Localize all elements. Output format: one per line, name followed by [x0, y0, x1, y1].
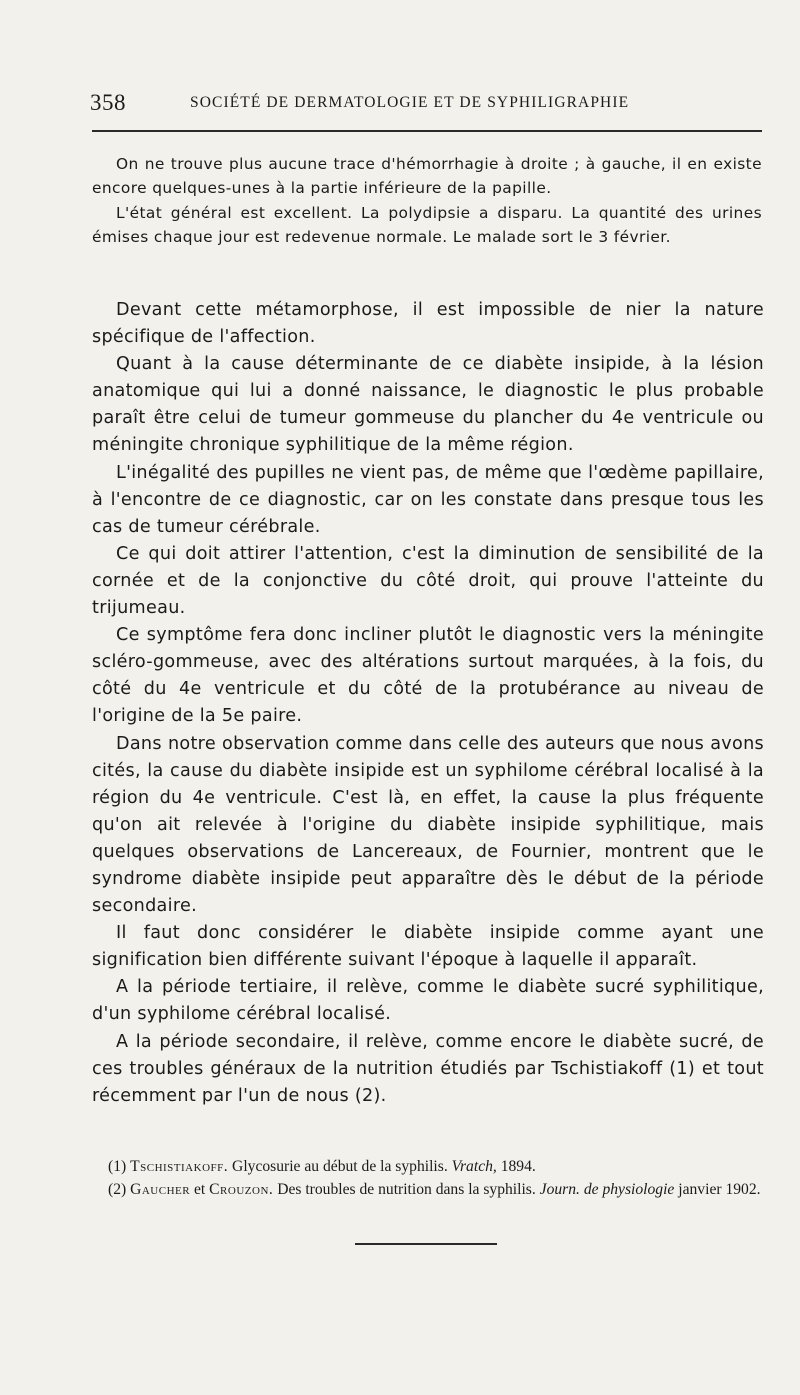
- footnotes: [92, 1155, 764, 1201]
- footnote-2: [92, 1178, 764, 1201]
- footnote-text: Des troubles de nutrition dans la syphilis.: [273, 1181, 540, 1198]
- footnote-text: Glycosurie au début de la syphilis.: [228, 1158, 452, 1175]
- end-rule: [355, 1243, 497, 1245]
- paragraph: A la période secondaire, il relève, comme encore le diabète sucré, de ces troubles généraux de la nutrition étudiés par Tschistiakoff (1) et tout récemment par l'un de nous (2).: [92, 1031, 764, 1106]
- footnote-journal: Journ. de physiologie: [539, 1181, 675, 1198]
- paragraph: Ce symptôme fera donc incliner plutôt le diagnostic vers la méningite scléro-gommeuse, avec des altérations surtout marquées, à la fois, du côté du 4e ventricule et du côté de la protubérance au niveau de l'origine de la 5e paire.: [92, 625, 764, 727]
- paragraph: L'inégalité des pupilles ne vient pas, de même que l'œdème papillaire, à l'encontre de ce diagnostic, car on les constate dans presque tous les cas de tumeur cérébrale.: [92, 462, 764, 537]
- header-rule: [92, 130, 762, 132]
- footnote-author: Crouzon.: [209, 1181, 274, 1198]
- paragraph: Dans notre observation comme dans celle des auteurs que nous avons cités, la cause du diabète insipide est un syphilome cérébral localisé à la région du 4e ventricule. C'est là, en effet, la cause la plus fréquente qu'on ait relevée à l'origine du diabète insipide syphilitique, mais quelques observations de Lancereaux, de Fournier, montrent que le syndrome diabète insipide peut apparaître dès le début de la période secondaire.: [92, 733, 764, 917]
- paragraph: Quant à la cause déterminante de ce diabète insipide, à la lésion anatomique qui lui a donné naissance, le diagnostic le plus probable paraît être celui de tumeur gommeuse du plancher du 4e ventricule ou méningite chronique syphilitique de la même région.: [92, 354, 764, 456]
- footnote-journal: Vratch,: [451, 1158, 497, 1175]
- paragraph: Devant cette métamorphose, il est impossible de nier la nature spécifique de l'affection.: [92, 300, 764, 348]
- footnote-author: Gaucher: [130, 1181, 191, 1198]
- footnote-joiner: et: [190, 1181, 210, 1198]
- paragraph: On ne trouve plus aucune trace d'hémorrhagie à droite ; à gauche, il en existe encore quelques-unes à la partie inférieure de la papille.: [92, 155, 762, 198]
- page-header: [90, 90, 760, 120]
- paragraph: Ce qui doit attirer l'attention, c'est la diminution de sensibilité de la cornée et de la conjonctive du côté droit, qui prouve l'atteinte du trijumeau.: [92, 543, 764, 619]
- page-number: 358: [90, 90, 126, 115]
- case-report-paragraphs: [92, 152, 762, 250]
- paragraph: L'état général est excellent. La polydipsie a disparu. La quantité des urines émises chaque jour est redevenue normale. Le malade sort le 3 février.: [92, 203, 762, 247]
- footnote-1: [92, 1155, 764, 1178]
- paragraph: A la période tertiaire, il relève, comme le diabète sucré syphilitique, d'un syphilome cérébral localisé.: [92, 977, 764, 1025]
- paragraph: Il faut donc considérer le diabète insipide comme ayant une signification bien différente suivant l'époque à laquelle il apparaît.: [92, 923, 764, 971]
- running-title: SOCIÉTÉ DE DERMATOLOGIE ET DE SYPHILIGRAPHIE: [190, 94, 630, 111]
- footnote-marker: (2): [108, 1181, 127, 1198]
- footnote-marker: (1): [108, 1158, 127, 1175]
- footnote-tail: janvier 1902.: [674, 1181, 761, 1198]
- discussion-paragraphs: [92, 297, 764, 1110]
- footnote-author: Tschistiakoff.: [130, 1158, 229, 1175]
- footnote-tail: 1894.: [496, 1158, 536, 1175]
